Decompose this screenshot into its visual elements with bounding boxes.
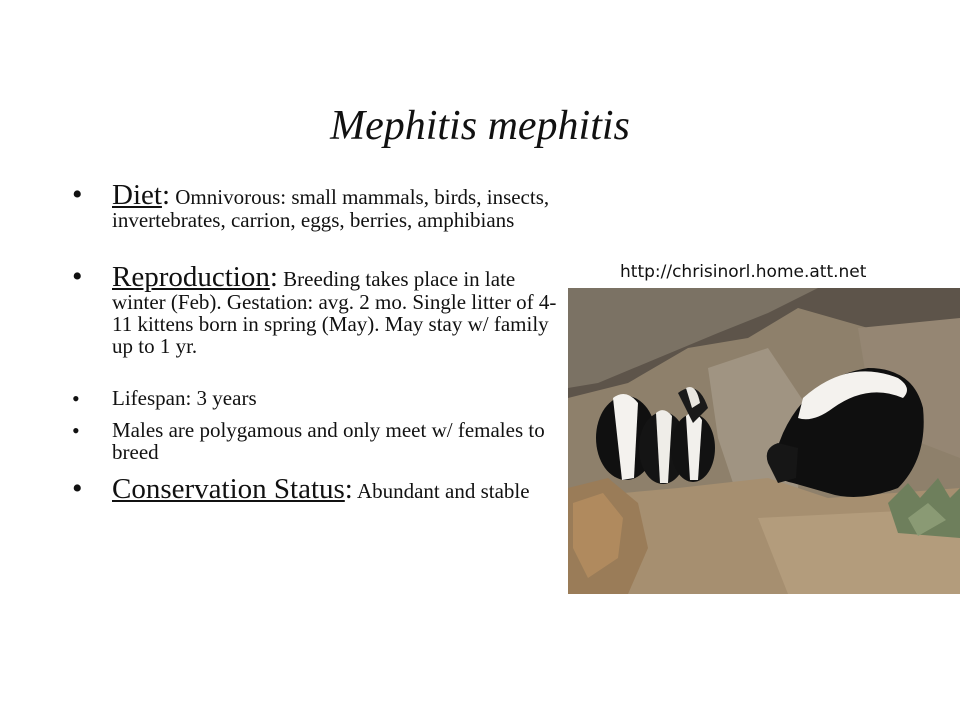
image-credit: http://chrisinorl.home.att.net <box>620 262 867 282</box>
bullet-diet <box>72 180 567 232</box>
slide-title: Mephitis mephitis <box>330 103 630 149</box>
bullet-list <box>72 180 567 534</box>
bullet-lifespan <box>72 388 567 410</box>
diet-separator: : <box>161 179 170 211</box>
conservation-text: Abundant and stable <box>352 479 530 503</box>
bullet-dot-icon: • <box>72 178 83 211</box>
bullet-reproduction <box>72 262 567 358</box>
lifespan-text: Lifespan: 3 years <box>112 386 257 410</box>
bullet-dot-icon: • <box>72 386 80 411</box>
bullet-dot-icon: • <box>72 472 83 505</box>
conservation-separator: : <box>344 473 353 505</box>
diet-text: Omnivorous: small mammals, birds, insects, invertebrates, carrion, eggs, berries, amphibians <box>112 185 550 232</box>
bullet-dot-icon: • <box>72 418 80 443</box>
reproduction-heading: Reproduction <box>112 261 270 293</box>
males-text: Males are polygamous and only meet w/ females to breed <box>112 418 545 464</box>
conservation-heading: Conservation Status <box>112 473 345 505</box>
skunk-photo <box>568 288 960 594</box>
diet-heading: Diet <box>112 179 162 211</box>
reproduction-text: Breeding takes place in late winter (Feb). Gestation: avg. 2 mo. Single litter of 4-11 kittens born in spring (May). May stay w/ family up to 1 yr. <box>112 267 557 358</box>
bullet-conservation <box>72 474 567 504</box>
bullet-dot-icon: • <box>72 260 83 293</box>
reproduction-separator: : <box>269 261 278 293</box>
bullet-males <box>72 420 567 464</box>
